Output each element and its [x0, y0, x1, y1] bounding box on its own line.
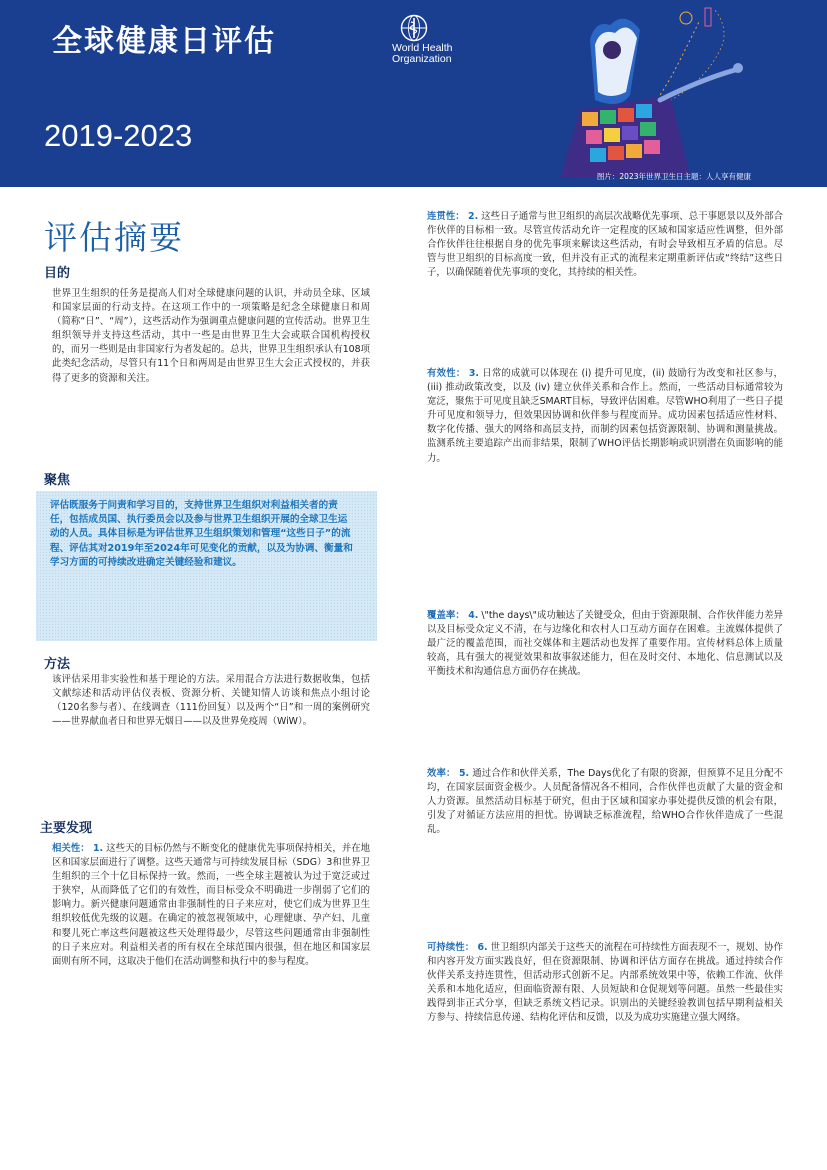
coverage-lead: 覆盖率： 4. [427, 610, 479, 621]
coherence-lead: 连贯性： 2. [427, 211, 479, 222]
efficiency-paragraph [427, 767, 783, 837]
who-emblem-icon [400, 14, 428, 42]
who-logo-line1: World Health [392, 42, 453, 54]
coverage-text: \"the days\"成功触达了关键受众，但由于资源限制、合作伙伴能力差异以及目标受众定义不清，在与边缘化和农村人口互动方面存在困难。主流媒体提供了最广泛的覆盖范围，而社交媒体和主题活动也发挥了重要作用。宣传材料总体上质量较高，具有强大的视觉效果和故事叙述能力，但在及时交付、本地化、信息测试以及平衡技术和沟通信息方面仍存在挑战。 [427, 610, 783, 678]
report-title: 全球健康日评估 [52, 24, 276, 59]
relevance-text: 这些天的目标仍然与不断变化的健康优先事项保持相关，并在地区和国家层面进行了调整。这些天通常与可持续发展目标（SDG）3和世界卫生组织的三个十亿目标保持一致。然而，一些全球主题被认为过于宽泛或过于狭窄，从而降低了它们的有效性，而目标受众不明确进一步削弱了它们的影响力。新兴健康问题通常由非强制性的日子来应对，使它们成为世界卫生组织较低优先级的议题。在确定的被忽视领域中，心理健康、孕产妇、儿童和婴儿死亡率这些问题被这些天处理得最少，尽管这些问题通常由非强制性的日子来应对。利益相关者的所有权在全球范围内很强，但在地区和国家层面则有所不同，这取决于他们在活动调整和执行中的参与程度。 [52, 843, 370, 967]
header-banner [0, 0, 827, 187]
health-day-illustration [500, 0, 827, 187]
efficiency-lead: 效率： 5. [427, 768, 470, 779]
coverage-paragraph [427, 609, 783, 679]
who-logo-line2: Organization [392, 53, 452, 65]
summary-heading: 评估摘要 [44, 218, 184, 257]
who-logo-text [392, 43, 482, 65]
effectiveness-text: 日常的成就可以体现在 (i) 提升可见度，(ii) 鼓励行为改变和社区参与，(iii) 推动政策改变，以及 (iv) 建立伙伴关系和合作上。然而，一些活动目标通常较为宽泛，聚焦于可见度且缺乏SMART目标，导致评估困难。尽管WHO利用了一些日子提升可见度和领导力，但效果因协调和伙伴参与程度而异。成功因素包括适应性材料、数字化传播、强大的网络和高层支持，而制约因素包括资源限制、协调和测量挑战。监测系统主要追踪产出而非结果，限制了WHO评估长期影响或识别潜在负面影响的能力。 [427, 368, 783, 464]
method-text: 该评估采用非实验性和基于理论的方法。采用混合方法进行数据收集，包括文献综述和活动评估仪表板、资源分析、关键知情人访谈和焦点小组讨论（120名参与者）、在线调查（111份回复）以及两个“日”和一周的案例研究——世界献血者日和世界无烟日——以及世界免疫周（WiW）。 [52, 674, 370, 728]
coherence-text: 这些日子通常与世卫组织的高层次战略优先事项、总干事愿景以及外部合作伙伴的目标相一致。尽管宣传活动允许一定程度的区域和国家适应性调整，但外部合作伙伴往往根据自身的优先事项来解读这些活动，有时会导致相互矛盾的信息。尽管与世卫组织的目标高度一致，但并没有正式的流程来定期重新评估或“终结”这些日子，以确保随着优先事项的变化，其持续的相关性。 [427, 211, 783, 279]
relevance-lead: 相关性： 1. [52, 843, 104, 854]
coherence-paragraph [427, 210, 783, 280]
method-title: 方法 [44, 657, 71, 672]
efficiency-text: 通过合作和伙伴关系，The Days优化了有限的资源，但预算不足且分配不均，在国家层面资金极少。人员配备情况各不相同，合作伙伴也贡献了大量的资金和人力资源。虽然活动目标基于研究，但由于区域和国家办事处提供反馈的机会有限，引发了对循证方法应用的担忧。协调缺乏标准流程，给WHO合作伙伴造成了一些混乱。 [427, 768, 783, 836]
relevance-paragraph [52, 842, 370, 969]
focus-text: 评估既服务于问责和学习目的，支持世界卫生组织对利益相关者的责任，包括成员国、执行委员会以及参与世界卫生组织开展的全球卫生运动的人员。具体目标是为评估世界卫生组织策划和管理“这些日子”的流程、评估其对2019年至2024年可见变化的贡献，以及为协调、衡量和学习方面的可持续改进确定关键经验和建议。 [50, 500, 353, 568]
who-logo [392, 14, 472, 74]
findings-title: 主要发现 [40, 821, 93, 836]
effectiveness-paragraph [427, 367, 783, 466]
purpose-title: 目的 [44, 266, 71, 281]
sustainability-lead: 可持续性： 6. [427, 942, 488, 953]
sustainability-text: 世卫组织内部关于这些天的流程在可持续性方面表现不一，规划、协作和内容开发方面实践良好，但在资源限制、协调和评估方面存在挑战。通过持续合作伙伴关系支持连贯性，但活动形式创新不足。内部系统效果中等，依赖工作流、伙伴关系和本地化适应，但面临资源有限、人员短缺和仓促规划等问题。虽然一些最佳实践得到非正式分享，但缺乏系统文档记录。识别出的关键经验教训包括早期利益相关方参与、持续信息传递、结构化评估和反馈，以及为成功实施建立强大网络。 [427, 942, 783, 1024]
purpose-text: 世界卫生组织的任务是提高人们对全球健康问题的认识，并动员全球、区域和国家层面的行动支持。在这项工作中的一项策略是纪念全球健康日和周（简称“日”、“周”），这些活动作为强调重点健康问题的宣传活动。世界卫生组织领导并支持这些活动，其中一些是由世界卫生大会或联合国机构授权的，而另一些则是由非国家行为者发起的。总共，世界卫生组织承认有108项此类纪念活动，尽管只有11个日和两周是由世界卫生大会正式授权的，并获得了更多的资源和关注。 [52, 288, 370, 384]
effectiveness-lead: 有效性： 3. [427, 368, 479, 379]
report-years: 2019-2023 [44, 118, 193, 153]
focus-title: 聚焦 [44, 473, 71, 488]
sustainability-paragraph [427, 941, 783, 1026]
focus-box [36, 491, 377, 641]
banner-caption: 图片：2023年世界卫生日主题：人人享有健康 [596, 172, 751, 181]
